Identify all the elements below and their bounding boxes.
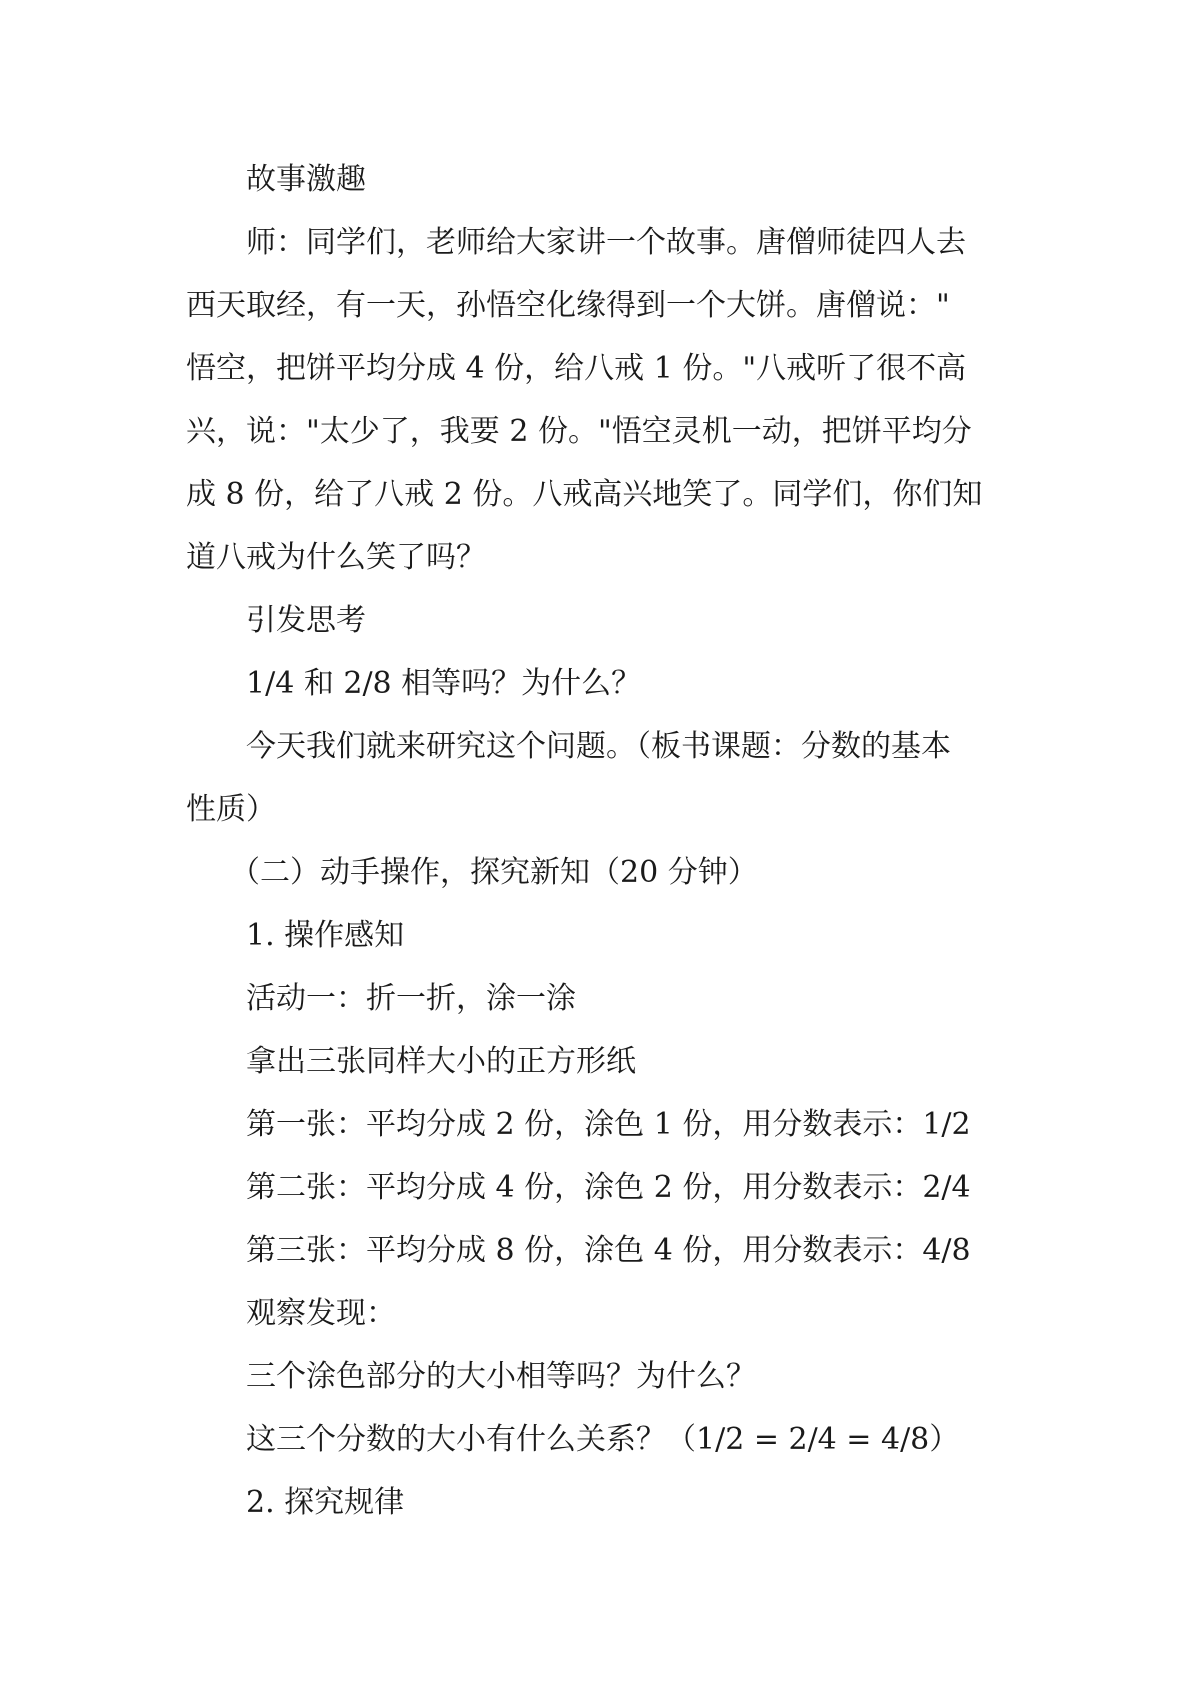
subsection-heading: 1. 操作感知 (246, 918, 405, 953)
document-body (186, 148, 1028, 1534)
subsection-heading: 2. 探究规律 (246, 1485, 405, 1520)
body-text-line: 观察发现： (246, 1296, 396, 1331)
body-text-line: 性质） (186, 792, 276, 827)
question-line: 1/4 和 2/8 相等吗？为什么？ (246, 666, 642, 701)
body-text-line: 今天我们就来研究这个问题。（板书课题：分数的基本 (246, 729, 951, 764)
body-text-line: 成 8 份，给了八戒 2 份。八戒高兴地笑了。同学们，你们知 (186, 477, 983, 512)
body-text-line: 悟空，把饼平均分成 4 份，给八戒 1 份。"八戒听了很不高 (186, 351, 967, 386)
activity-title: 活动一：折一折，涂一涂 (246, 981, 576, 1016)
body-text-line: 师：同学们，老师给大家讲一个故事。唐僧师徒四人去 (246, 225, 966, 260)
body-text-line: 道八戒为什么笑了吗？ (186, 540, 486, 575)
body-text-line: 西天取经，有一天，孙悟空化缘得到一个大饼。唐僧说：" (186, 288, 950, 323)
question-line: 三个涂色部分的大小相等吗？为什么？ (246, 1359, 756, 1394)
question-line: 这三个分数的大小有什么关系？（1/2 = 2/4 = 4/8） (246, 1422, 960, 1457)
heading-inspire-thinking: 引发思考 (246, 603, 366, 638)
body-text-line: 兴，说："太少了，我要 2 份。"悟空灵机一动，把饼平均分 (186, 414, 972, 449)
list-item: 第三张：平均分成 8 份，涂色 4 份，用分数表示：4/8 (246, 1233, 971, 1268)
body-text-line: 拿出三张同样大小的正方形纸 (246, 1044, 636, 1079)
list-item: 第二张：平均分成 4 份，涂色 2 份，用分数表示：2/4 (246, 1170, 971, 1205)
list-item: 第一张：平均分成 2 份，涂色 1 份，用分数表示：1/2 (246, 1107, 971, 1142)
heading-story-intro: 故事激趣 (246, 162, 366, 197)
section-heading: （二）动手操作，探究新知（20 分钟） (230, 855, 758, 890)
